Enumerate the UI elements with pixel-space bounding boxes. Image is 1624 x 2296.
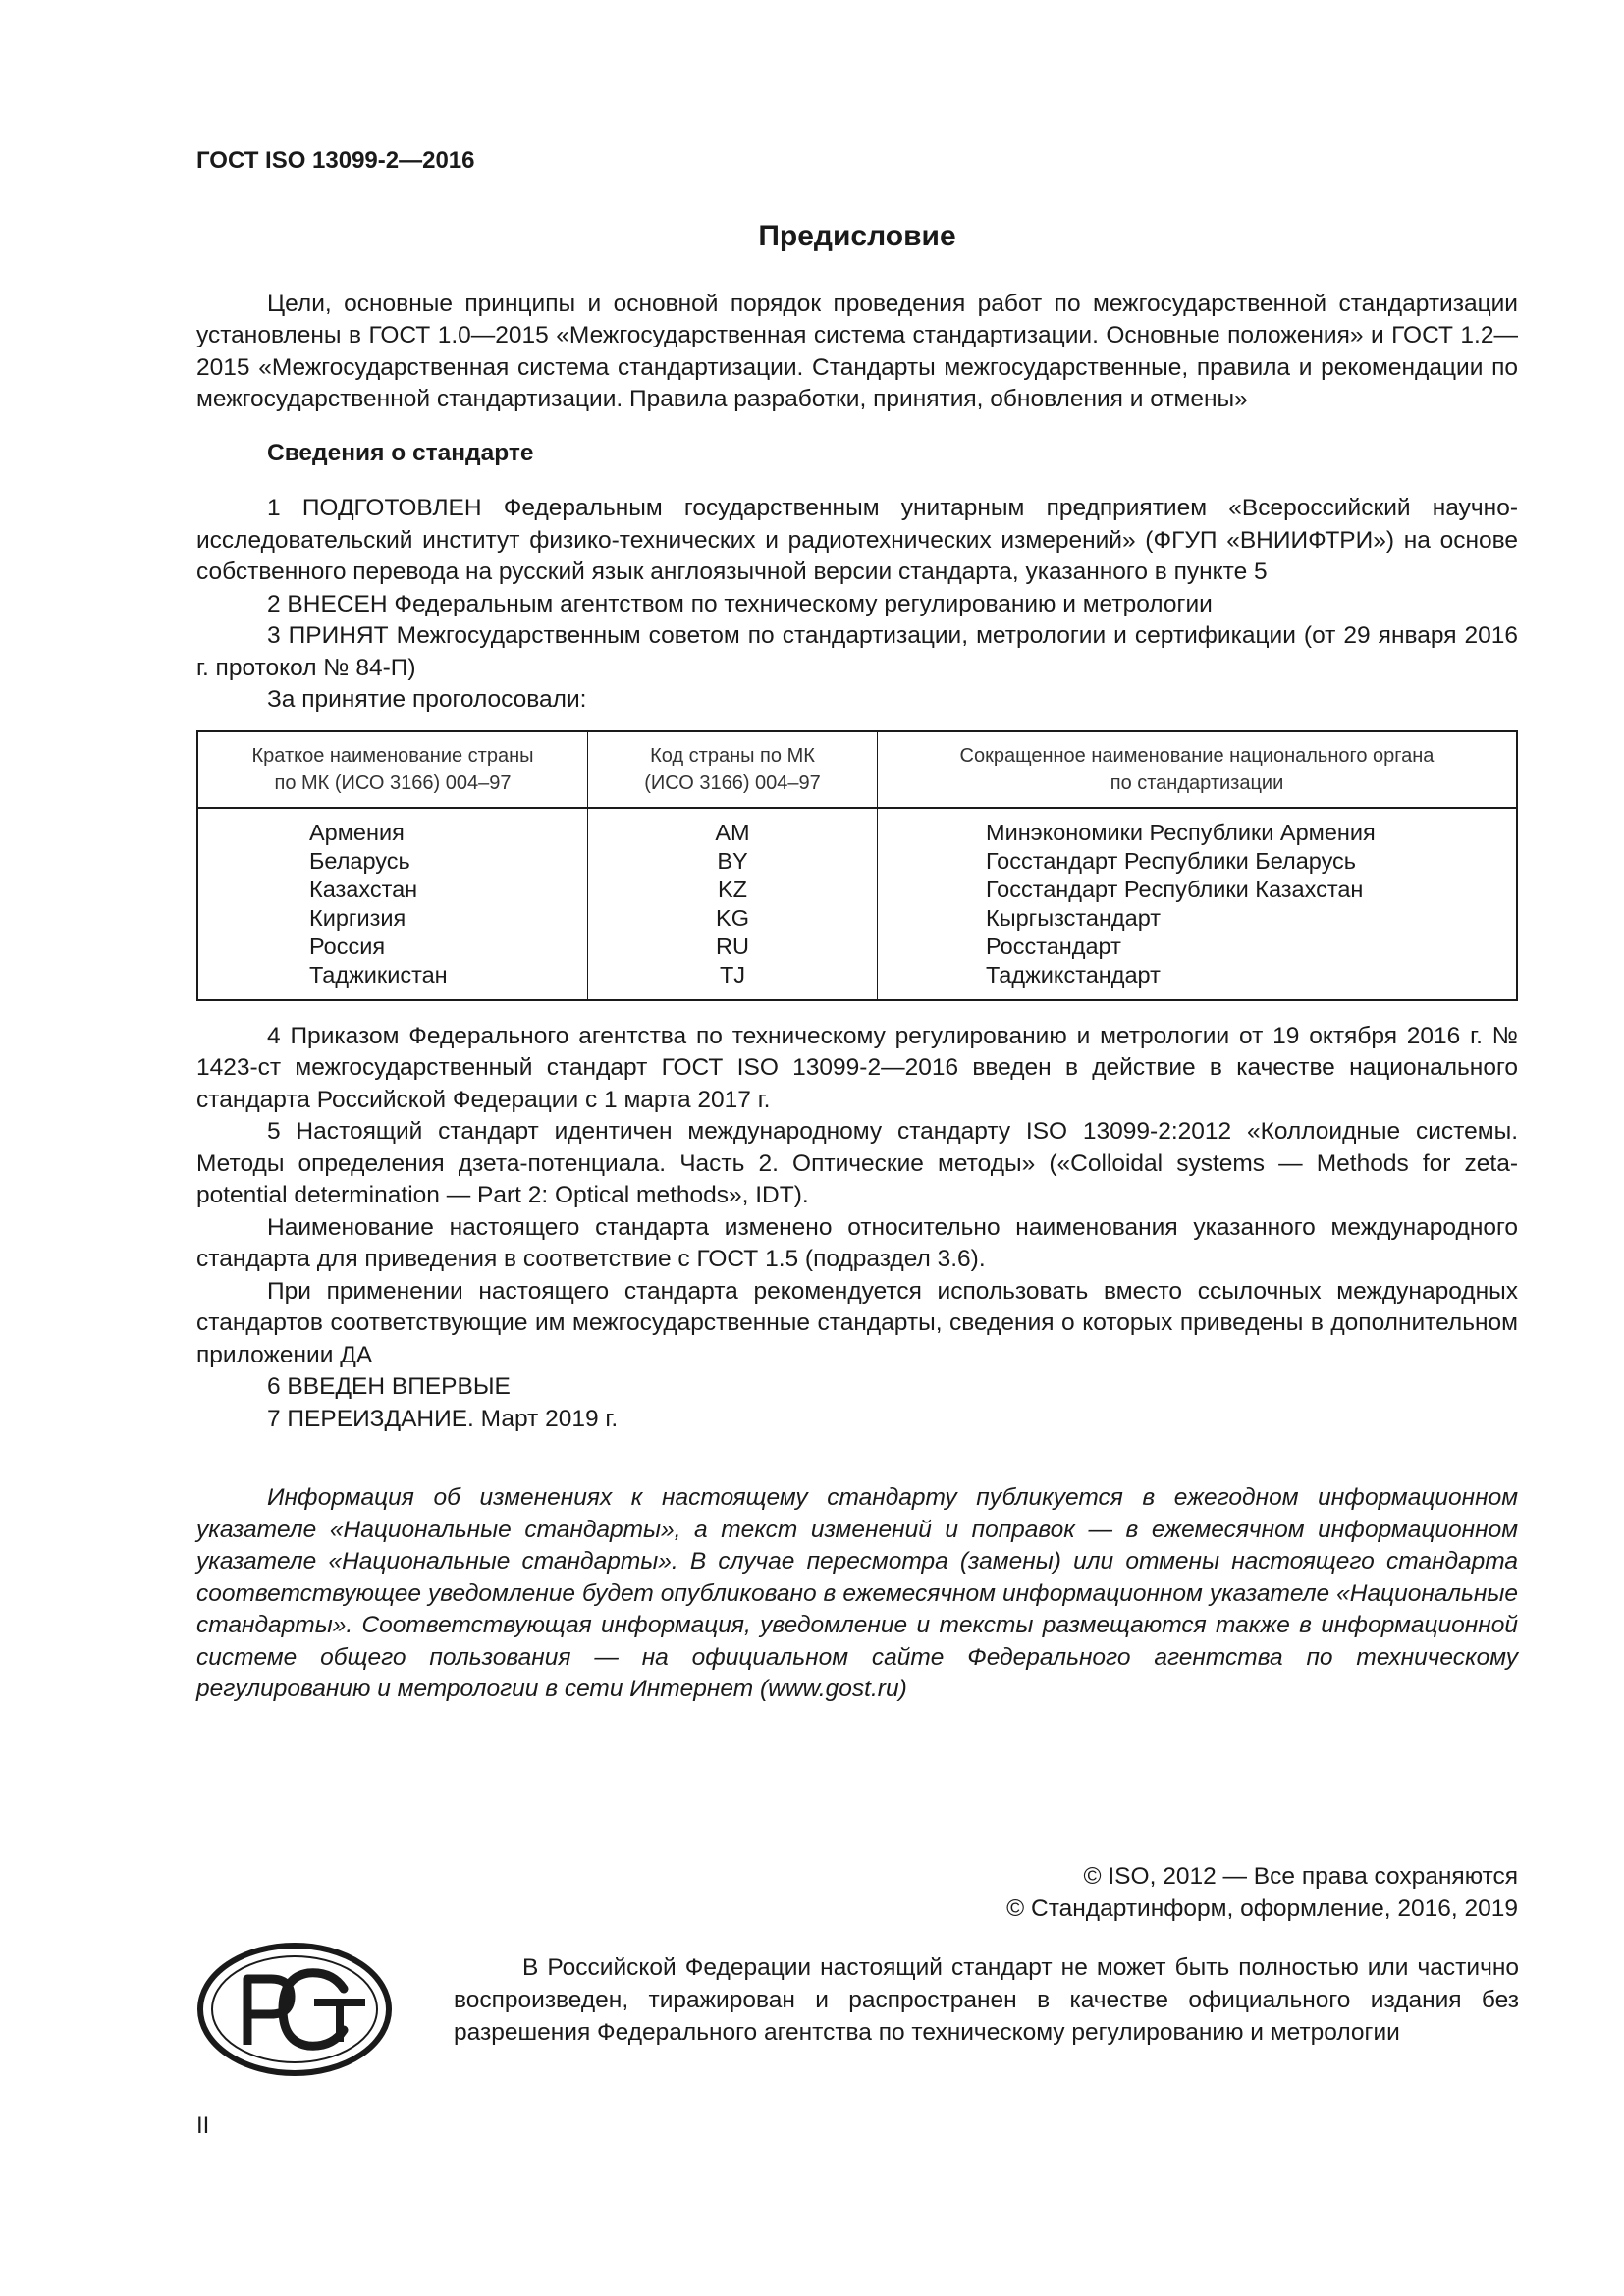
standard-number-header: ГОСТ ISO 13099-2—2016 [196, 147, 475, 174]
header-line: (ИСО 3166) 004–97 [644, 772, 821, 794]
country-code: KG [588, 904, 878, 933]
table-row [197, 847, 1517, 876]
agency-name: Росстандарт [878, 933, 1518, 961]
country-code: KZ [588, 876, 878, 904]
header-country-name [197, 731, 588, 808]
item-7-reissue: 7 ПЕРЕИЗДАНИЕ. Март 2019 г. [267, 1405, 619, 1432]
header-line: Краткое наименование страны [251, 744, 534, 767]
country-code: RU [588, 933, 878, 961]
item-4-order: 4 Приказом Федерального агентства по техническому регулированию и метрологии от 19 октября 2016 г. № 1423-ст межгосударственный стандарт ГОСТ ISO 13099-2—2016 введен в действие в качестве национального стандарта Российской Федерации с 1 марта 2017 г. [196, 1022, 1518, 1113]
copyright-iso: © ISO, 2012 — Все права сохраняются [1083, 1863, 1518, 1890]
country-code: AM [588, 808, 878, 847]
country-name: Таджикистан [309, 961, 448, 988]
page-title: Предисловие [758, 220, 956, 252]
vote-table-header [197, 731, 1517, 808]
table-row [197, 876, 1517, 904]
header-agency-name [878, 731, 1518, 808]
country-code: BY [588, 847, 878, 876]
item-1-prepared: 1 ПОДГОТОВЛЕН Федеральным государственным унитарным предприятием «Всероссийский научно-исследовательский институт физико-технических и радиотехнических измерений» (ФГУП «ВНИИФТРИ») на основе собственного перевода на русский язык англоязычной версии стандарта, указанного в пункте 5 [196, 495, 1518, 585]
country-name: Россия [309, 933, 386, 959]
header-line: Сокращенное наименование национального органа [959, 744, 1435, 767]
agency-name: Кыргызстандарт [878, 904, 1518, 933]
country-code: TJ [588, 961, 878, 1000]
foreword-content [196, 221, 1518, 1706]
country-name: Армения [309, 819, 405, 845]
agency-name: Таджикстандарт [878, 961, 1518, 1000]
item-5-reference-note: При применении настоящего стандарта рекомендуется использовать вместо ссылочных международных стандартов соответствующие им межгосударственные стандарты, сведения о которых приведены в дополнительном приложении ДА [196, 1277, 1518, 1368]
item-5-identity: 5 Настоящий стандарт идентичен международному стандарту ISO 13099-2:2012 «Коллоидные системы. Методы определения дзета-потенциала. Часть 2. Оптические методы» («Colloidal systems — Methods for zeta-potential determination — Part 2: Optical methods», IDT). [196, 1118, 1518, 1208]
legal-notice: В Российской Федерации настоящий стандарт не может быть полностью или частично воспроизведен, тиражирован и распространен в качестве официального издания без разрешения Федерального агентства по техническому регулированию и метрологии [454, 1954, 1519, 2046]
vote-intro: За принятие проголосовали: [267, 686, 587, 713]
table-row [197, 933, 1517, 961]
table-row [197, 904, 1517, 933]
country-name: Киргизия [309, 904, 406, 931]
header-line: по МК (ИСО 3166) 004–97 [274, 772, 512, 794]
section-heading: Сведения о стандарте [267, 439, 534, 466]
item-6-introduced: 6 ВВЕДЕН ВПЕРВЫЕ [267, 1373, 511, 1400]
page-number: II [196, 2112, 210, 2139]
rst-certification-mark-icon [196, 1942, 393, 2077]
vote-table [196, 730, 1518, 1001]
table-row [197, 961, 1517, 1000]
country-name: Казахстан [309, 876, 418, 902]
agency-name: Минэкономики Республики Армения [878, 808, 1518, 847]
table-row [197, 808, 1517, 847]
agency-name: Госстандарт Республики Казахстан [878, 876, 1518, 904]
header-line: по стандартизации [1110, 772, 1284, 794]
header-line: Код страны по МК [650, 744, 815, 767]
country-name: Беларусь [309, 847, 410, 874]
changes-info: Информация об изменениях к настоящему стандарту публикуется в ежегодном информационном указателе «Национальные стандарты», а текст изменений и поправок — в ежемесячном информационном указателе «Национальные стандарты». В случае пересмотра (замены) или отмены настоящего стандарта соответствующее уведомление будет опубликовано в ежемесячном информационном указателе «Национальные стандарты». Соответствующая информация, уведомление и тексты размещаются также в информационной системе общего пользования — на официальном сайте Федерального агентства по техническому регулированию и метрологии в сети Интернет (www.gost.ru) [196, 1484, 1518, 1702]
item-2-submitted: 2 ВНЕСЕН Федеральным агентством по техническому регулированию и метрологии [267, 590, 1213, 617]
copyright-block [1006, 1860, 1518, 1925]
header-country-code [588, 731, 878, 808]
agency-name: Госстандарт Республики Беларусь [878, 847, 1518, 876]
copyright-standartinform: © Стандартинформ, оформление, 2016, 2019 [1006, 1896, 1518, 1922]
item-3-adopted: 3 ПРИНЯТ Межгосударственным советом по стандартизации, метрологии и сертификации (от 29 января 2016 г. протокол № 84-П) [196, 622, 1518, 681]
item-5-name-note: Наименование настоящего стандарта изменено относительно наименования указанного международного стандарта для приведения в соответствие с ГОСТ 1.5 (подраздел 3.6). [196, 1213, 1518, 1272]
foreword-intro: Цели, основные принципы и основной порядок проведения работ по межгосударственной стандартизации установлены в ГОСТ 1.0—2015 «Межгосударственная система стандартизации. Основные положения» и ГОСТ 1.2—2015 «Межгосударственная система стандартизации. Стандарты межгосударственные, правила и рекомендации по межгосударственной стандартизации. Правила разработки, принятия, обновления и отмены» [196, 290, 1518, 412]
